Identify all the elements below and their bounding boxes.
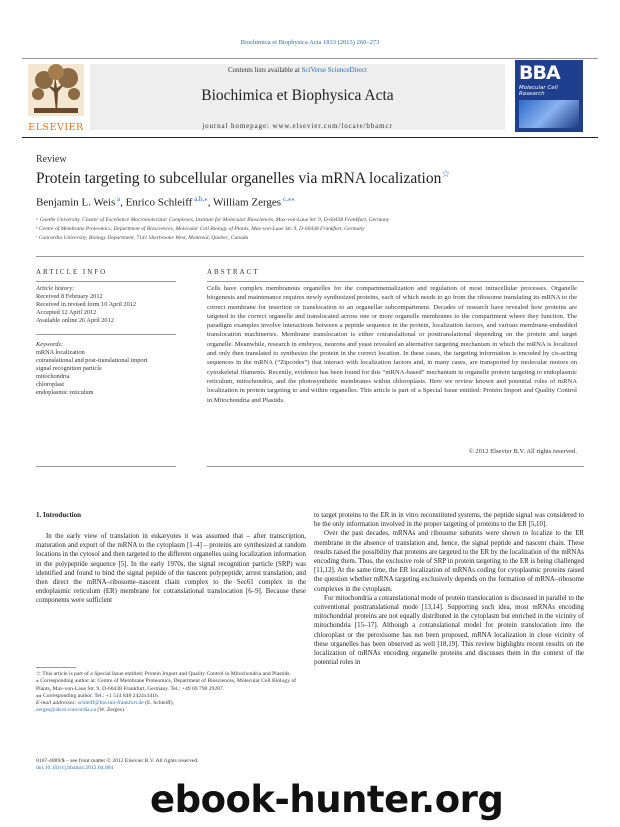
author-affiliation-mark[interactable]: c,⁎⁎ [281, 195, 295, 203]
abstract-text: Cells have complex membranous organelles for the compartmentalization and regulation of most intracellular processes. Organelle biogenesis and maintenance requires newly synthesized proteins, each of which needs to go from the ribosome translating its mRNA to the correct membrane for insertion or translocation to an organellar subcompartment. Decades of research have revealed how proteins are targeted to the correct organelle and translocated across one or more organelle membranes to the compartment where they function. The paradigm examples involve interactions between a peptide sequence in the protein, localization factors, and various membrane-embedded translocation machineries. Membrane translocation is either cotranslational or posttranslational depending on the protein and target organelle. Meanwhile, research in embryos, neurons and yeast revealed an alternative targeting mechanism in which the mRNA is localized and only then translated to synthesize the protein in the correct location. In these cases, the targeting information is encoded by cis-acting sequences in the mRNA (“Zipcodes”) that interact with localization factors and, in many cases, are transported by molecular motors on cytoskeletal filaments. Recently, evidence has been found for this “mRNA-based” mechanism in organelle protein targeting to endoplasmic reticulum, mitochondria, and the photosynthetic membranes within chloroplasts. Here we review known and potential roles of mRNA localization in protein targeting to and within organelles. This article is part of a Special Issue entitled: Protein Import and Quality Control in Mitochondria and Plastids. [207, 285, 577, 404]
article-title-text: Protein targeting to subcellular organelles via mRNA localization [36, 170, 442, 188]
section-heading: 1. Introduction [36, 511, 81, 519]
body-paragraph: to target proteins to the ER in in vitro reconstituted systems, the peptide signal was considered to be the only information involved in the proper targeting of proteins to the ER [5,10]. [314, 512, 584, 529]
body-paragraph: Over the past decades, mRNAs and ribosome subunits were shown to localize to the ER membrane in the absence of translation and, hence, the signal peptide and nascent chain. These results raised the possibility that proteins are targeted to the ER by the localization of the mRNAs encoding them. Thus, the exclusive role of SRP in protein targeting to the ER is being challenged [11,12]. At the same time, the ER localization of mRNAs coding for cytoplasmic proteins raised the question whether mRNA targeting exclusively depends on the formation of mRNA–ribosome complexes in the cytoplasm. [314, 530, 584, 593]
journal-cover [515, 60, 583, 132]
body-paragraph: For mitochondria a cotranslational mode of protein translocation is discussed in parallel to the conventional posttranslational mode [13,14]. Supporting such idea, most mRNAs encoding mitochondrial proteins are not equally distributed in the cytoplasm but enriched in the vicinity of mitochondria [15–17]. Although a cotranslational model for protein translocation into the chloroplast or the peroxisome has not been proposed, mRNA localization in close vicinity of these organelles has been observed as well [18,19]. This review highlights recent results on the localization of mRNAs encoding organelle proteins and discusses them in the context of the potential roles in [314, 594, 584, 667]
article-history [36, 285, 176, 325]
author-affiliation-mark[interactable]: a,b,⁎ [192, 195, 208, 203]
title-footnote-mark[interactable]: ☆ [441, 169, 451, 180]
divider [36, 256, 584, 257]
divider [36, 466, 176, 467]
abstract-copyright: © 2012 Elsevier B.V. All rights reserved. [468, 448, 577, 455]
abstract-heading: ABSTRACT [207, 268, 260, 276]
sciencedirect-link[interactable]: SciVerse ScienceDirect [301, 66, 367, 74]
email-label: E-mail addresses: [36, 700, 78, 707]
divider [207, 281, 584, 282]
keyword: cotranslational and post-translational import [36, 357, 148, 364]
body-paragraph: In the early view of translation in eukaryotes it was assumed that – after transcription, maturation and export of the mRNA to the cytoplasm [1–4] – proteins are synthesized at random locations in the cytosol and then targeted to the different organelles using localization information in the polypeptide sequence [5]. In the early 1970s, the signal recognition particle (SRP) was identified and found to bind the signal peptide of the nascent polypeptide, arrest translation, and then direct the mRNA–ribosome–nascent chain complex to the Sec61 complex in the endoplasmic reticulum (ER) membrane for cotranslational translocation [6–9]. Because these components were sufficient [36, 533, 307, 605]
affiliation: ᶜ Concordia University, Biology Department, 7141 Sherbrooke West, Montreal, Quebec, Canada [36, 235, 249, 241]
keyword: signal recognition particle [36, 365, 102, 372]
footnote-divider [36, 667, 76, 668]
footnotes [36, 671, 306, 715]
keywords [36, 341, 176, 397]
contents-availability [90, 66, 505, 74]
history-item: Available online 26 April 2012 [36, 317, 114, 324]
body-column-left [36, 532, 306, 606]
history-item: Received 8 February 2012 [36, 293, 103, 300]
affiliation: ᵃ Goethe University, Cluster of Excellence Macromolecular Complexes, Institute for Molecular Biosciences, Max-von-Laue Str. 9, D-60438 Frankfurt, Germany [36, 217, 390, 223]
article-info-heading: ARTICLE INFO [36, 268, 108, 276]
divider [36, 281, 176, 282]
watermark-text: ebook-hunter.org [150, 778, 504, 821]
keyword: chloroplast [36, 381, 64, 388]
footnote-emails-2 [36, 707, 306, 714]
email-owner: (W. Zerges). [96, 707, 126, 714]
author-list: Benjamin L. Weis $^a$, Enrico Schleiff $^{a,b,⁎}$, William Zerges $^{c,⁎⁎}$ [36, 195, 295, 209]
history-item: Received in revised form 10 April 2012 [36, 301, 137, 308]
doi-link[interactable]: doi:10.1016/j.bbamcr.2012.04.004 [36, 765, 114, 772]
author-name: Enrico Schleiff [125, 196, 193, 209]
author-name: Benjamin L. Weis [36, 196, 116, 209]
email-link[interactable]: schleiff@bio.uni-frankfurt.de [77, 700, 144, 707]
divider [36, 334, 176, 335]
publisher-wordmark: ELSEVIER [28, 122, 84, 133]
journal-homepage[interactable]: journal homepage: www.elsevier.com/locate/bbamcr [202, 122, 393, 130]
elsevier-logo [24, 62, 88, 134]
article-type: Review [36, 154, 67, 165]
body-column-right [314, 511, 584, 667]
footnote-special-issue: ☆ This article is part of a Special Issue entitled: Protein Import and Quality Control in Mitochondria and Plastids. [36, 671, 291, 677]
history-item: Accepted 12 April 2012 [36, 309, 97, 316]
email-link[interactable]: zerges@alcor.concordia.ca [36, 707, 97, 714]
history-label: Article history: [36, 285, 75, 292]
cover-subtitle: Molecular Cell Research [519, 85, 558, 97]
contents-prefix: Contents lists available at [228, 66, 302, 74]
author-affiliation-mark[interactable]: a [115, 195, 121, 203]
keyword: endoplasmic reticulum [36, 389, 94, 396]
email-owner: (E. Schleiff), [143, 700, 175, 707]
article-title [36, 169, 450, 188]
cover-image [519, 100, 579, 128]
keywords-label: Keywords: [36, 341, 64, 348]
footnote-corresponding-1: ⁎ Corresponding author at: Centre of Membrane Proteomics, Department of Biosciences, Molecular Cell Biology of Plants, Max-von-Laue Str. 9, D-60438 Frankfurt, Germany. Tel.: +49 69 798 29287. [36, 678, 297, 692]
author-name: William Zerges [213, 196, 282, 209]
affiliation: ᵇ Centre of Membrane Proteomics, Department of Biosciences, Molecular Cell Biology of Plants, Max-von-Laue Str. 9, D-60438 Frankfurt, Germany [36, 226, 365, 232]
journal-citation-link[interactable]: Biochimica et Biophysica Acta 1833 (2013) 260–273 [240, 39, 380, 46]
footnote-corresponding-2: ⁎⁎ Corresponding author. Tel.: +1 514 848 2424x3416. [36, 692, 160, 699]
journal-title: Biochimica et Biophysica Acta [201, 87, 394, 104]
cover-title: BBA [519, 62, 560, 84]
publication-info [36, 758, 306, 773]
divider [207, 466, 584, 467]
issn-line: 0167-4889/$ – see front matter © 2012 Elsevier B.V. All rights reserved. [36, 758, 199, 764]
keyword: mitochondria [36, 373, 70, 380]
keyword: mRNA localization [36, 349, 85, 356]
